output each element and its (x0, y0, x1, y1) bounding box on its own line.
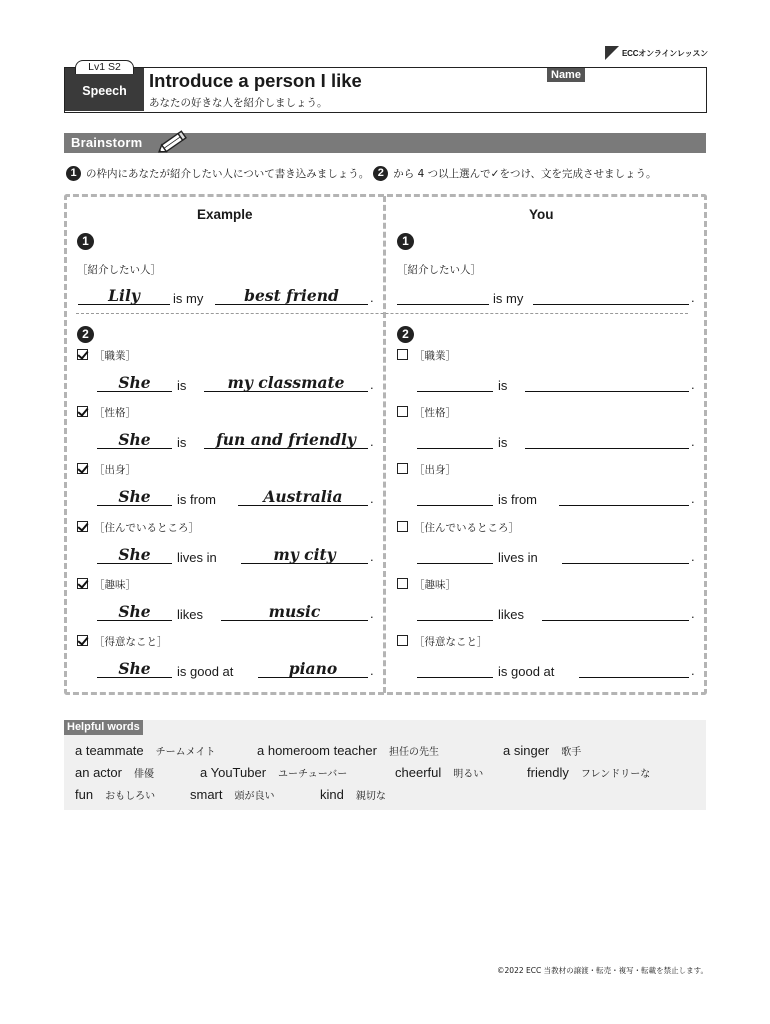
example-row-subject-line (97, 620, 172, 621)
helpful-word (503, 743, 581, 758)
section-separator (76, 313, 688, 314)
example-row-checkbox[interactable] (77, 349, 88, 360)
you-row-answer-line (542, 620, 689, 621)
example-row-checkbox[interactable] (77, 406, 88, 417)
you-row-answer-line (559, 505, 689, 506)
page-subtitle: あなたの好きな人を紹介しましょう。 (149, 97, 328, 109)
step1-text: の枠内にあなたが紹介したい人について書き込みましょう。 (86, 168, 370, 180)
you-row-tag-label: ［趣味］ (414, 578, 456, 591)
you-row-tag (397, 577, 456, 592)
example-row-subject: She (118, 373, 151, 392)
name-label: Name (547, 68, 585, 82)
instruction (66, 166, 661, 181)
example-row-tag (77, 520, 199, 535)
helpful-word (257, 743, 439, 758)
example-intro-relation: best friend (244, 286, 339, 305)
you-heading: You (529, 207, 554, 222)
you-row-period: . (691, 605, 695, 621)
example-section1-number: 1 (77, 233, 94, 250)
example-row-answer-line (204, 448, 368, 449)
you-row-checkbox[interactable] (397, 578, 408, 589)
you-row-subject-line (417, 620, 493, 621)
speech-tab: Speech (65, 68, 144, 111)
you-row-tag (397, 348, 456, 363)
brainstorm-label: Brainstorm (71, 135, 143, 150)
helpful-word-jp: 頭が良い (234, 791, 275, 802)
you-row-tag (397, 520, 519, 535)
example-row-checkbox[interactable] (77, 463, 88, 474)
example-row-checkbox[interactable] (77, 578, 88, 589)
name-field[interactable] (547, 82, 706, 111)
example-row-answer: Australia (263, 487, 343, 507)
example-row-answer: my city (273, 544, 336, 564)
example-row-tag (77, 634, 168, 649)
example-row-tag-label: ［性格］ (94, 407, 136, 420)
you-row-period: . (691, 663, 695, 678)
example-row-tag (77, 348, 136, 363)
example-row-tag (77, 462, 136, 477)
pencil-icon (156, 129, 190, 155)
example-row-tag (77, 577, 136, 592)
example-row-subject-line (97, 391, 172, 392)
you-row-tag (397, 634, 488, 649)
you-section2-number: 2 (397, 326, 414, 343)
you-row-period: . (691, 377, 695, 392)
you-row-tag-label: ［住んでいるところ］ (414, 521, 519, 534)
you-row-answer-line (525, 391, 689, 392)
page-title: Introduce a person I like (149, 70, 362, 91)
example-row-verb: is good at (177, 664, 234, 679)
worksheet-header (64, 67, 707, 113)
example-row-tag-label: ［得意なこと］ (94, 636, 168, 648)
example-row-answer-line (258, 677, 368, 678)
example-row-period: . (370, 548, 374, 564)
you-row-tag-label: ［出身］ (414, 464, 456, 477)
example-intro-tag: ［紹介したい人］ (77, 264, 161, 276)
brand-logo (605, 46, 708, 60)
you-row-tag-label: ［得意なこと］ (414, 636, 488, 648)
example-row-checkbox[interactable] (77, 521, 88, 532)
example-row-period: . (370, 434, 374, 450)
helpful-word-jp: ユーチューバー (278, 769, 348, 780)
example-row-answer-line (241, 563, 368, 564)
you-intro-name-line (397, 304, 489, 305)
example-intro-name: Lily (108, 286, 140, 305)
example-row-answer-line (204, 391, 368, 392)
you-section1-number: 1 (397, 233, 414, 250)
helpful-word-jp: 明るい (453, 769, 484, 780)
example-row-answer: music (268, 601, 321, 621)
helpful-words-label: Helpful words (64, 720, 143, 735)
helpful-word (395, 765, 483, 780)
example-row-answer: piano (288, 659, 338, 678)
example-row-tag-label: ［住んでいるところ］ (94, 521, 199, 534)
example-row-checkbox[interactable] (77, 635, 88, 646)
you-row-period: . (691, 491, 695, 507)
example-row-subject-line (97, 563, 172, 564)
helpful-word-jp: 俳優 (133, 769, 154, 780)
helpful-word-jp: おもしろい (105, 791, 156, 802)
example-row-verb: is (177, 435, 187, 451)
example-row-answer: my classmate (227, 373, 345, 392)
helpful-word (75, 765, 154, 780)
you-intro-relation-line (533, 304, 689, 305)
you-intro-connector: is my (493, 291, 524, 306)
you-row-subject-line (417, 563, 493, 564)
step1-number: 1 (66, 166, 81, 181)
you-row-subject-line (417, 505, 493, 506)
example-row-answer: fun and friendly (216, 430, 356, 450)
example-section2-number: 2 (77, 326, 94, 343)
you-row-verb: lives in (498, 549, 538, 565)
example-row-subject-line (97, 505, 172, 506)
example-row-subject: She (118, 601, 151, 621)
brand-mark-icon (605, 46, 619, 60)
example-row-tag-label: ［出身］ (94, 464, 136, 477)
copyright-footer: ©2022 ECC 当教材の譲渡・転売・複写・転載を禁止します。 (497, 966, 708, 975)
helpful-word (200, 765, 347, 780)
example-row-period: . (370, 605, 374, 621)
helpful-word-en: fun (75, 787, 94, 802)
helpful-word-jp: 親切な (355, 791, 386, 802)
example-row-subject: She (118, 430, 151, 450)
example-row-verb: lives in (177, 549, 217, 565)
helpful-word-jp: 担任の先生 (388, 747, 439, 758)
helpful-word-en: a YouTuber (200, 765, 267, 780)
brand-name: ECCオンラインレッスン (622, 48, 708, 58)
helpful-word-jp: チームメイト (155, 747, 216, 758)
example-row-tag-label: ［職業］ (94, 350, 136, 362)
helpful-word-en: a teammate (75, 743, 144, 758)
step2-text: から 4 つ以上選んで✓をつけ、文を完成させましょう。 (393, 168, 657, 180)
helpful-word (320, 787, 386, 802)
helpful-word-jp: 歌手 (561, 747, 582, 758)
helpful-word (527, 765, 650, 780)
you-row-tag (397, 462, 456, 477)
you-row-verb: is good at (498, 664, 555, 679)
you-row-checkbox[interactable] (397, 463, 408, 474)
example-row-verb: likes (177, 606, 204, 622)
example-intro-connector: is my (173, 291, 204, 306)
example-row-period: . (370, 377, 374, 392)
you-row-answer-line (562, 563, 689, 564)
example-row-verb: is from (177, 492, 216, 508)
you-row-answer-line (525, 448, 689, 449)
you-row-tag (397, 405, 456, 420)
example-row-tag (77, 405, 136, 420)
you-row-tag-label: ［性格］ (414, 407, 456, 420)
you-row-verb: is from (498, 492, 537, 508)
example-row-subject: She (118, 544, 151, 564)
name-area (547, 68, 706, 111)
you-intro-period: . (691, 290, 695, 305)
you-intro-tag: ［紹介したい人］ (397, 264, 481, 276)
helpful-word-en: smart (190, 787, 223, 802)
step2-number: 2 (373, 166, 388, 181)
helpful-word (75, 743, 215, 758)
you-row-subject-line (417, 677, 493, 678)
you-row-period: . (691, 434, 695, 450)
you-row-checkbox[interactable] (397, 521, 408, 532)
example-row-subject-line (97, 677, 172, 678)
example-row-subject: She (118, 487, 151, 507)
example-row-subject-line (97, 448, 172, 449)
you-row-checkbox[interactable] (397, 406, 408, 417)
example-row-tag-label: ［趣味］ (94, 578, 136, 591)
helpful-word (190, 787, 275, 802)
example-heading: Example (197, 207, 253, 222)
helpful-word-en: a singer (503, 743, 550, 758)
example-row-period: . (370, 491, 374, 507)
helpful-word-en: an actor (75, 765, 122, 780)
you-row-subject-line (417, 448, 493, 449)
helpful-word (75, 787, 155, 802)
helpful-word-jp: フレンドリーな (580, 769, 651, 780)
you-row-verb: is (498, 378, 508, 393)
you-row-answer-line (579, 677, 689, 678)
you-row-subject-line (417, 391, 493, 392)
example-row-verb: is (177, 378, 187, 393)
helpful-word-en: a homeroom teacher (257, 743, 377, 758)
helpful-word-en: friendly (527, 765, 569, 780)
you-row-verb: likes (498, 606, 525, 622)
column-divider (383, 196, 386, 693)
level-label: Lv1 S2 (75, 60, 134, 74)
example-intro-name-line (78, 304, 170, 305)
example-row-answer-line (238, 505, 368, 506)
you-row-period: . (691, 548, 695, 564)
example-row-period: . (370, 663, 374, 678)
helpful-word-en: kind (320, 787, 344, 802)
example-row-answer-line (221, 620, 368, 621)
you-row-tag-label: ［職業］ (414, 350, 456, 362)
helpful-word-en: cheerful (395, 765, 442, 780)
example-row-subject: She (118, 659, 151, 678)
you-row-verb: is (498, 435, 508, 451)
example-intro-relation-line (215, 304, 368, 305)
example-intro-period: . (370, 290, 374, 305)
you-row-checkbox[interactable] (397, 349, 408, 360)
you-row-checkbox[interactable] (397, 635, 408, 646)
